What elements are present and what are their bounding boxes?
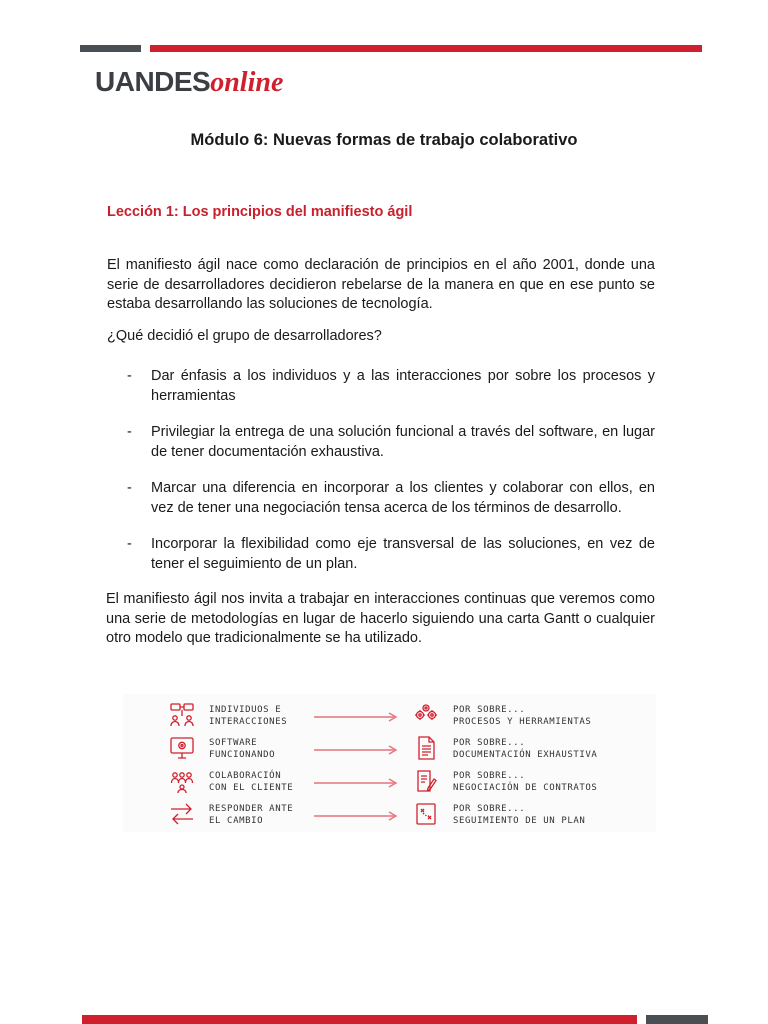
bullet-text: Marcar una diferencia en incorporar a los clientes y colaborar con ellos, en vez de tener una negociación tensa acerca de los términos de desarrollo. [151, 480, 655, 516]
closing-paragraph: El manifiesto ágil nos invita a trabajar en interacciones continuas que veremos como una serie de metodologías en lugar de hacerlo siguiendo una carta Gantt o cualquier otro modelo que tradicionalmente se ha utilizado. [106, 591, 655, 646]
bullet-dash: - [127, 480, 132, 496]
question-paragraph: ¿Qué decidió el grupo de desarrolladores? [107, 328, 382, 344]
lesson-title: Lección 1: Los principios del manifiesto ágil [107, 204, 413, 220]
logo-main-text: UANDES [95, 66, 211, 97]
document-icon [413, 735, 439, 761]
bullet-dash: - [127, 536, 132, 552]
arrow-right-icon [314, 811, 399, 821]
figure-row [123, 766, 656, 798]
module-title: Módulo 6: Nuevas formas de trabajo colaborativo [190, 131, 578, 149]
group-icon [169, 768, 195, 794]
contract-icon [413, 768, 439, 794]
exchange-arrows-icon [169, 801, 195, 827]
figure-right-label: POR SOBRE... NEGOCIACIÓN DE CONTRATOS [453, 771, 598, 793]
intro-paragraph: El manifiesto ágil nace como declaración de principios en el año 2001, donde una serie de desarrolladores decidieron rebelarse de la manera en que en ese punto se estaba desarrollando las soluciones de tecnología. [107, 257, 655, 312]
monitor-gear-icon [169, 735, 195, 761]
arrow-right-icon [314, 712, 399, 722]
figure-left-label: SOFTWARE FUNCIONANDO [209, 738, 276, 760]
arrow-right-icon [314, 778, 399, 788]
figure-row [123, 799, 656, 831]
bullet-text: Incorporar la flexibilidad como eje transversal de las soluciones, en vez de tener el seguimiento de un plan. [151, 536, 655, 572]
plan-icon [413, 801, 439, 827]
figure-left-label: INDIVIDUOS E INTERACCIONES [209, 705, 288, 727]
figure-row [123, 700, 656, 732]
uandes-online-logo [95, 66, 283, 100]
footer-bar-gray [646, 1015, 708, 1024]
bullet-dash: - [127, 368, 132, 384]
bullet-text: Privilegiar la entrega de una solución funcional a través del software, en lugar de tener documentación exhaustiva. [151, 424, 655, 460]
bullet-dash: - [127, 424, 132, 440]
people-network-icon [169, 702, 195, 728]
footer-bar-red [82, 1015, 637, 1024]
agile-manifesto-figure [123, 694, 656, 832]
bullet-text: Dar énfasis a los individuos y a las interacciones por sobre los procesos y herramientas [151, 368, 655, 404]
header-bar-red [150, 45, 702, 52]
figure-right-label: POR SOBRE... DOCUMENTACIÓN EXHAUSTIVA [453, 738, 598, 760]
figure-right-label: POR SOBRE... PROCESOS Y HERRAMIENTAS [453, 705, 592, 727]
header-bar-gray [80, 45, 141, 52]
figure-left-label: RESPONDER ANTE EL CAMBIO [209, 804, 294, 826]
figure-row [123, 733, 656, 765]
logo-sub-text: online [210, 67, 284, 98]
figure-left-label: COLABORACIÓN CON EL CLIENTE [209, 771, 294, 793]
figure-right-label: POR SOBRE... SEGUIMIENTO DE UN PLAN [453, 804, 586, 826]
gears-icon [413, 702, 439, 728]
arrow-right-icon [314, 745, 399, 755]
